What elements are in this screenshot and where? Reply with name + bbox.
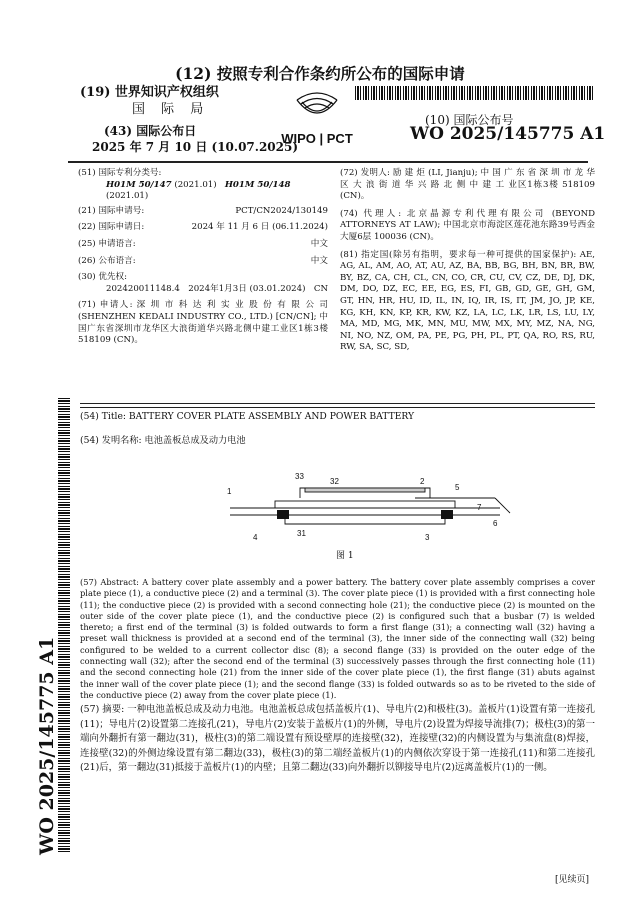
pub-lang: 中文: [310, 255, 328, 266]
left-seal: [277, 510, 289, 519]
priority-date: 2024年1月3日 (03.01.2024): [188, 283, 306, 294]
busbar-end: [495, 498, 510, 513]
ipc-2-date: (2021.01): [106, 191, 149, 202]
section-rule-2: [80, 407, 595, 408]
inventor: (72) 发明人: 励 建 炬 (LI, Jianju); 中 国 广 东 省 深 圳 市 龙 华 区 大 浪 街 道 华 兴 路 北 侧 中 建 工 业区1栋3楼 518109 (CN)。: [340, 168, 595, 202]
ipc-block: [78, 168, 328, 203]
ipc-values: [78, 180, 328, 203]
ipc-1: H01M 50/147: [106, 179, 172, 190]
filing-lang-label: (25) 申请语言:: [78, 238, 136, 249]
filing-date: 2024 年 11 月 6 日 (06.11.2024): [191, 222, 328, 233]
fig-label-1: 1: [227, 487, 232, 496]
ipc-1-date: (2021.01): [174, 179, 217, 190]
ipc-label: (51) 国际专利分类号:: [78, 168, 162, 178]
app-no: PCT/CN2024/130149: [235, 205, 328, 216]
designated-states: (81) 指定国(除另有指明，要求每一种可提供的国家保护): AE, AG, AL, AM, AO, AT, AU, AZ, BA, BB, BG, BH, BN, BR, BW, BY, BZ, CA, CH, CL, CN, CO, CR, CU, CV, CZ, DE, DJ, DK, DM, DO, DZ, EC, EE, EG, ES, FI, GB, GD, GE, GH, GM, GT, HN, HR, HU, ID, IL, IN, IQ, IR, IS, IT, JM, JO, JP, KE, KG, KH, KN, KP, KR, KW, KZ, LA, LC, LK, LR, LS, LU, LY, MA, MD, MG, MK, MN, MU, MW, MX, MY, MZ, NA, NG, NI, NO, NZ, OM, PA, PE, PG, PH, PL, PT, QA, RO, RS, RU, RW, SA, SC, SD,: [340, 249, 595, 353]
title-chinese: (54) 发明名称: 电池盖板总成及动力电池: [80, 435, 246, 446]
org-bureau: 国 际 局: [132, 102, 210, 117]
priority-cc: CN: [313, 283, 328, 294]
terminal-body: [285, 515, 445, 524]
pubdate-value: 2025 年 7 月 10 日 (10.07.2025): [92, 140, 299, 154]
top-barcode: [355, 86, 595, 100]
app-no-label: (21) 国际申请号:: [78, 205, 145, 216]
priority-row: [78, 284, 328, 296]
organization: [80, 84, 219, 118]
second-flange: [305, 488, 425, 492]
conductive-piece: [275, 501, 455, 508]
wipo-logo-text: WIPO | PCT: [281, 131, 353, 146]
section-rule: [80, 403, 595, 404]
document-title: (12) 按照专利合作条约所公布的国际申请: [175, 64, 465, 83]
pubdate-label: (43) 国际公布日: [104, 124, 197, 138]
publication-number: WO 2025/145775 A1: [410, 124, 606, 144]
fig-label-7: 7: [477, 503, 482, 512]
applicant: (71) 申请人: 深 圳 市 科 达 利 实 业 股 份 有 限 公 司 (SHENZHEN KEDALI INDUSTRY CO., LTD.) [CN/CN]; 中国广东省深圳市龙华区大浪街道华兴路北侧中建工业区1栋3楼 518109 (CN)。: [78, 300, 328, 346]
org-name: (19) 世界知识产权组织: [80, 85, 219, 100]
priority-label: (30) 优先权:: [78, 272, 128, 283]
biblio-right: [340, 168, 595, 354]
continued-note: [见续页]: [555, 875, 590, 885]
fig-label-6: 6: [493, 519, 498, 528]
fig-label-33: 33: [295, 472, 304, 481]
biblio-left: [78, 168, 328, 347]
app-no-row: [78, 206, 328, 218]
abstract-english: (57) Abstract: A battery cover plate assembly and a power battery. The battery cover plate assembly comprises a cover plate piece (1), a conductive piece (2) and a terminal (3). The cover plate piece (1) is provided with a first connecting hole (11); the conductive piece (2) is provided with a second connecting hole (21); the conductive piece (2) is mounted on the outer side of the cover plate piece (1), and the conductive piece (2) is configured such that a busbar (7) is welded thereto; a first end of the terminal (3) is folded outwards to form a first flange (31); a connecting wall (32) having a preset wall thickness is provided at a second end of the terminal (3), the inner side of the connecting wall (32) being configured to be welded to a current collector disc (8); a second flange (33) is provided on the outer edge of the connecting wall (32); after the second end of the terminal (3) successively passes through the first connecting hole (11) and the second connecting hole (21) from the inner side of the cover plate piece (1), the first flange (31) abuts against the inner wall of the cover plate piece (1); and the second flange (33) is folded outwards so as to be riveted to the side of the conductive piece (2) away from the cover plate piece (1).: [80, 577, 595, 700]
fig-label-32: 32: [330, 477, 339, 486]
pubno-label: (10) 国际公布号: [425, 113, 514, 127]
pub-lang-row: [78, 256, 328, 268]
filing-lang-row: [78, 239, 328, 251]
pub-lang-label: (26) 公布语言:: [78, 255, 136, 266]
fig-label-31: 31: [297, 529, 306, 538]
fig-label-3: 3: [425, 533, 430, 542]
figure-1: [215, 468, 515, 568]
priority-no: 202420011148.4: [106, 283, 180, 294]
fig-label-5: 5: [455, 483, 460, 492]
wipo-logo: [272, 88, 362, 148]
right-seal: [441, 510, 453, 519]
side-barcode: [58, 398, 70, 853]
filing-label: (22) 国际申请日:: [78, 222, 145, 233]
side-publication-number: WO 2025/145775 A1: [36, 636, 58, 855]
header-rule: [68, 161, 588, 163]
filing-row: [78, 222, 328, 234]
abstract-chinese: (57) 摘要: 一种电池盖板总成及动力电池。电池盖板总成包括盖板片(1)、导电片(2)和极柱(3)。盖板片(1)设置有第一连接孔(11)；导电片(2)设置第二连接孔(21)，导电片(2)安装于盖板片(1)的外侧，导电片(2)设置为焊接导流排(7)；极柱(3)的第一端向外翻折有第一翻边(31)，极柱(3)的第二端设置有预设壁厚的连接壁(32)，连接壁(32)的内侧设置为与集流盘(8)焊接，连接壁(32)的外侧边缘设置有第二翻边(33)，极柱(3)的第二端经盖板片(1)的内侧依次穿设于第一连接孔(11)和第二连接孔(21)后，第一翻边(31)抵接于盖板片(1)的内壁；且第二翻边(33)向外翻折以铆接导电片(2)远离盖板片(1)的一侧。: [80, 704, 595, 774]
publication-date-block: [92, 123, 298, 155]
filing-lang: 中文: [310, 238, 328, 249]
fig-label-2: 2: [420, 477, 425, 486]
ipc-2: H01M 50/148: [224, 179, 291, 190]
fig-label-4: 4: [253, 533, 258, 542]
figure-caption: 图 1: [336, 551, 354, 561]
title-english: (54) Title: BATTERY COVER PLATE ASSEMBLY AND POWER BATTERY: [80, 411, 415, 422]
agent: (74) 代理人: 北京晶源专利代理有限公司 (BEYOND ATTORNEYS AT LAW); 中国北京市海淀区莲花池东路39号西金大厦6层 100036 (CN)。: [340, 208, 595, 242]
